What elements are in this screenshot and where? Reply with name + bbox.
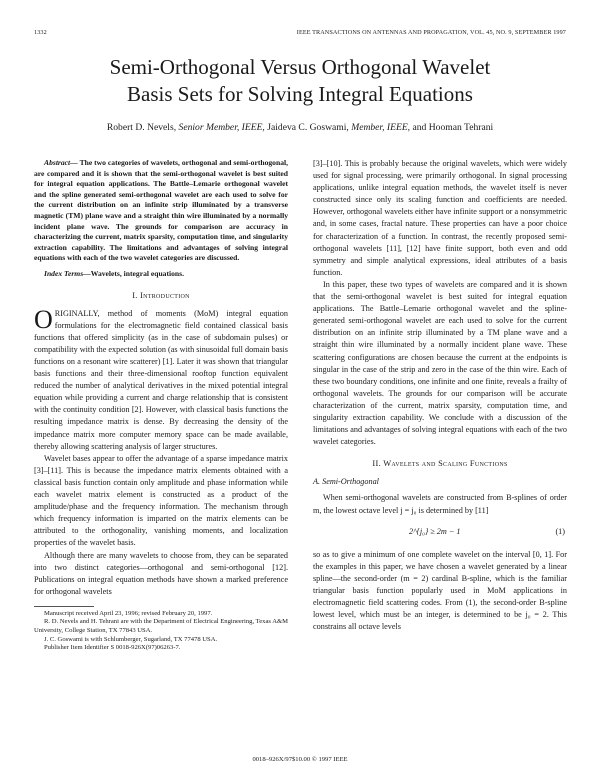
equation-1-number: (1) <box>555 526 565 536</box>
title-line-1: Semi-Orthogonal Versus Orthogonal Wavelet <box>109 55 491 79</box>
title-line-2: Basis Sets for Solving Integral Equations <box>127 82 473 106</box>
author-1-membership: Senior Member, IEEE, <box>178 122 265 133</box>
footnote-affiliation-2: J. C. Goswami is with Schlumberger, Sugarland, TX 77478 USA. <box>44 635 218 643</box>
author-2-membership: Member, IEEE, <box>351 122 411 133</box>
journal-header: IEEE TRANSACTIONS ON ANTENNAS AND PROPAGATION, VOL. 45, NO. 9, SEPTEMBER 1997 <box>296 29 566 36</box>
section-2-heading: II. Wavelets and Scaling Functions <box>372 459 508 469</box>
footnote-received: Manuscript received April 23, 1996; revised February 20, 1997. <box>44 609 213 617</box>
index-terms <box>34 269 288 280</box>
intro-paragraph-4: [3]–[10]. This is probably because the original wavelets, which were widely used for signal processing, were primarily orthogonal. In signal processing applications, unlike integral equation methods, the wavelet itself is never constructed since only its scaling function and coefficients are needed. However, orthogonal wavelets either have infinite support or a nonsymmetric and, in some cases, fractal nature. These properties can have a poor choice for characterization of a function. In contrast, the recently proposed semi-orthogonal wavelets [11], [12] have finite support, both even and odd symmetry and simple analytical expressions, ideal attributes of a basis function. <box>313 159 567 277</box>
abstract <box>34 158 288 264</box>
intro-paragraph-5: In this paper, these two types of wavelets are compared and it is shown that the semi-orthogonal wavelet is best suited for integral equation applications. The Battle–Lemarie orthogonal wavelet and the spline-generated semi-orthogonal wavelet are each used to solve for the current distribution on an infinite strip illuminated by a TM plane wave and a straight thin wire illuminated by a normally incident plane wave. These scattering configurations are chosen because the current at the endpoints is singular in the case of the strip and zero in the case of the thin wire. Each of these two boundary conditions, one infinite and one finite, reveals a frailty of orthogonal wavelets. The grounds for our comparison will be accurate characterization of the current, matrix sparsity, computation time, and singularity extraction capability. We conclude with a discussion of the limitations and advantages of solving integral equations with each of the two wavelet categories. <box>313 279 567 447</box>
semi-orthogonal-paragraph-2: so as to give a minimum of one complete wavelet on the interval [0, 1]. For the examples in this paper, we have chosen a wavelet generated by a linear spline—the second-order (m = 2) cardinal B-spline, which is the familiar triangular basis function popularly used in MoM applications in electromagnetic field scattering codes. From (1), the second-order B-spline lowest level, which must be an integer, is determined to be j₀ = 2. This constrains all octave levels <box>313 549 567 632</box>
author-1-name: Robert D. Nevels, <box>106 122 177 133</box>
copyright-line: 0018–926X/97$10.00 © 1997 IEEE <box>252 756 348 763</box>
intro-paragraph-2: Wavelet bases appear to offer the advantage of a sparse impedance matrix [3]–[11]. This is because the impedance matrix elements obtained with a classical basis function contain only amplitude and phase information while each wavelet matrix element is constructed as a product of the amplitude/phase and the frequency information. The mechanism through which frequency information is imparted on the matrix elements can be attributed to the orthogonality, vanishing moments, and localization properties of the wavelet basis. <box>34 453 288 548</box>
left-column <box>34 158 288 653</box>
index-terms-lead: Index Terms— <box>44 268 91 278</box>
intro-paragraph-1 <box>34 304 288 453</box>
abstract-text: The two categories of wavelets, orthogonal and semi-orthogonal, are compared and it is shown that the semi-orthogonal wavelet is best suited for integral equation applications. The Battle–Lemarie orthogonal wavelet and the spline generated semi-orthogonal wavelet are each used to solve for the current distribution on an infinite strip illuminated by a transverse magnetic (TM) plane wave and a straight thin wire illuminated by a normally incident plane wave. The grounds for comparison are accuracy in characterizing the current, matrix sparsity, computation time, and singularity extraction capability. The limitations and advantages of solving integral equations with each of the two wavelet categories are discussed. <box>34 158 288 263</box>
drop-cap: O <box>34 304 53 334</box>
equation-1 <box>313 522 567 544</box>
index-terms-text: Wavelets, integral equations. <box>90 268 184 278</box>
right-column <box>313 158 567 633</box>
author-2-name: Jaideva C. Goswami, <box>267 122 349 133</box>
intro-paragraph-1-text: RIGINALLY, method of moments (MoM) integral equation formulations for the electromagnetic field contained classical basis functions that offered simplicity (as in the case of subdomain pulses) or compatibility with the expected solution (as with sinusoidal full domain basis functions on a resonant wire scatterer) [1]. Later it was shown that triangular basis functions and their three-dimensional rooftop function equivalent reduced the number of analytical derivatives in the mixed potential integral equation while providing a current and charge relationship that is consistent with the continuity condition [2]. However, with classical basis functions the resulting impedance matrix is dense. By decreasing the density of the impedance matrix more computer memory space can be made available, thereby allowing scattering analysis of larger structures. <box>34 308 288 451</box>
section-1-heading: I. Introduction <box>132 290 190 300</box>
page-number: 1332 <box>34 29 47 36</box>
author-3-name: and Hooman Tehrani <box>412 122 494 133</box>
footnote-publisher-id: Publisher Item Identifier S 0018-926X(97)06263-7. <box>44 644 181 652</box>
abstract-lead: Abstract— <box>44 158 78 167</box>
footnote-affiliation-1: R. D. Nevels and H. Tehrani are with the Department of Electrical Engineering, Texas A&M University, College Station, TX 77843 USA. <box>34 618 288 635</box>
intro-paragraph-3: Although there are many wavelets to choose from, they can be separated into two distinct categories—orthogonal and semi-orthogonal [12]. Publications on integral equation methods have shown a marked preference for orthogonal wavelets <box>34 550 288 596</box>
paper-title <box>40 54 560 108</box>
author-line <box>40 122 560 133</box>
footnote-rule <box>34 606 94 607</box>
subsection-a-heading: A. Semi-Orthogonal <box>313 477 379 487</box>
semi-orthogonal-paragraph-1: When semi-orthogonal wavelets are constructed from B-splines of order m, the lowest octave level j = j₀ is determined by [11] <box>313 493 567 515</box>
equation-1-expression: 2^{j₀} ≥ 2m − 1 <box>409 526 461 536</box>
running-header <box>34 29 566 39</box>
